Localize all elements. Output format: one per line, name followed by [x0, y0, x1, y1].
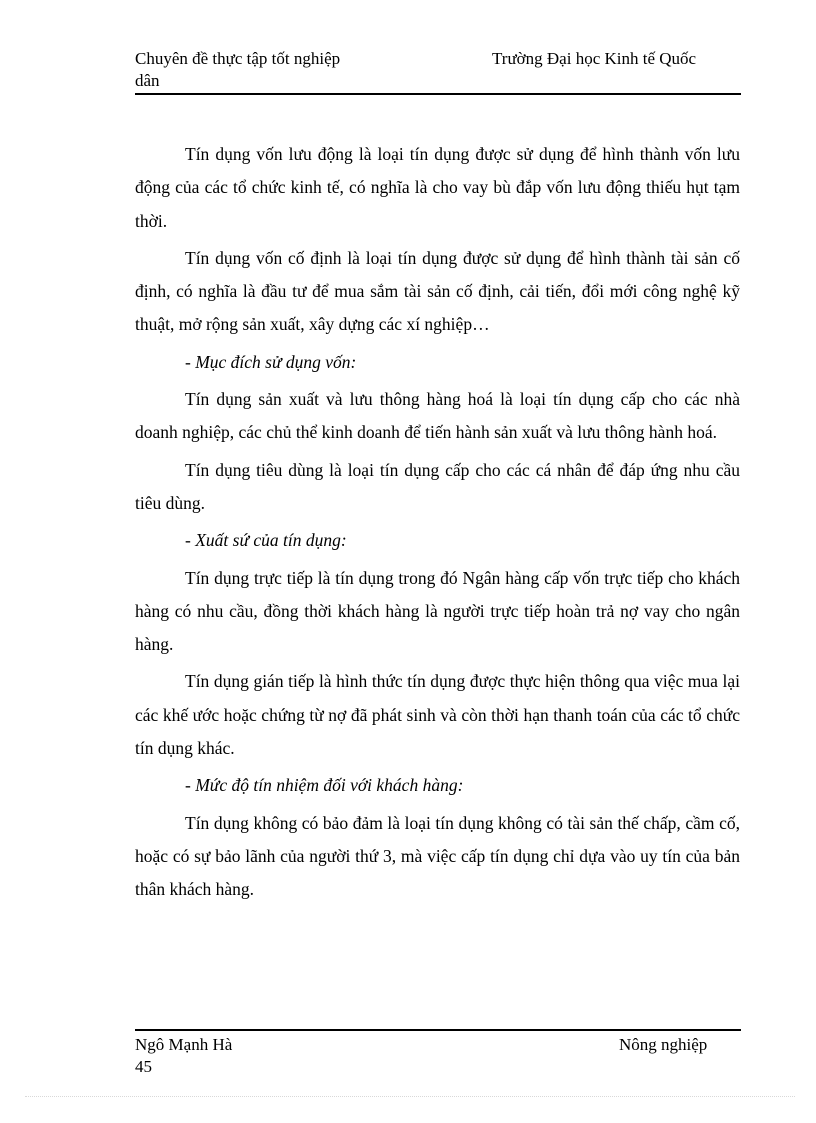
section-heading-trust-level: - Mức độ tín nhiệm đối với khách hàng: — [185, 775, 464, 796]
paragraph-working-capital-credit: Tín dụng vốn lưu động là loại tín dụng được sử dụng để hình thành vốn lưu động của các tổ chức kinh tế, có nghĩa là cho vay bù đắp vốn lưu động thiếu hụt tạm thời. — [135, 144, 740, 231]
paragraph-direct-credit: Tín dụng trực tiếp là tín dụng trong đó Ngân hàng cấp vốn trực tiếp cho khách hàng có nhu cầu, đồng thời khách hàng là người trực tiếp hoàn trả nợ vay cho ngân hàng. — [135, 567, 740, 655]
footer-author: Ngô Mạnh Hà — [135, 1035, 233, 1054]
document-body — [135, 138, 740, 911]
footer-divider — [135, 1029, 741, 1031]
header-university-name: Trường Đại học Kinh tế Quốc — [492, 49, 697, 68]
section-heading-purpose: - Mục đích sử dụng vốn: — [185, 351, 357, 372]
paragraph-indirect-credit: Tín dụng gián tiếp là hình thức tín dụng được thực hiện thông qua việc mua lại các khế ước hoặc chứng từ nợ đã phát sinh và còn thời hạn thanh toán của các tổ chức tín dụng khác. — [135, 671, 740, 759]
page-number: 45 — [135, 1057, 152, 1076]
paragraph-production-credit: Tín dụng sản xuất và lưu thông hàng hoá là loại tín dụng cấp cho các nhà doanh nghiệp, các chủ thể kinh doanh để tiến hành sản xuất và lưu thông hành hoá. — [135, 389, 740, 443]
footer-department: Nông nghiệp — [619, 1035, 708, 1054]
header-course-title: Chuyên đề thực tập tốt nghiệp — [135, 49, 341, 68]
header-divider — [135, 93, 741, 95]
section-heading-origin: - Xuất sứ của tín dụng: — [185, 530, 347, 551]
page-bottom-border — [25, 1096, 795, 1097]
paragraph-fixed-capital-credit: Tín dụng vốn cố định là loại tín dụng được sử dụng để hình thành tài sản cố định, có nghĩa là đầu tư để mua sắm tài sản cố định, cải tiến, đổi mới công nghệ kỹ thuật, mở rộng sản xuất, xây dựng các xí nghiệp… — [135, 247, 740, 335]
paragraph-unsecured-credit: Tín dụng không có bảo đảm là loại tín dụng không có tài sản thế chấp, cầm cố, hoặc có sự bảo lãnh của người thứ 3, mà việc cấp tín dụng chỉ dựa vào uy tín của bản thân khách hàng. — [135, 812, 740, 900]
header-university-name-continued: dân — [135, 71, 160, 90]
paragraph-consumer-credit: Tín dụng tiêu dùng là loại tín dụng cấp cho các cá nhân để đáp ứng nhu cầu tiêu dùng. — [135, 459, 740, 513]
